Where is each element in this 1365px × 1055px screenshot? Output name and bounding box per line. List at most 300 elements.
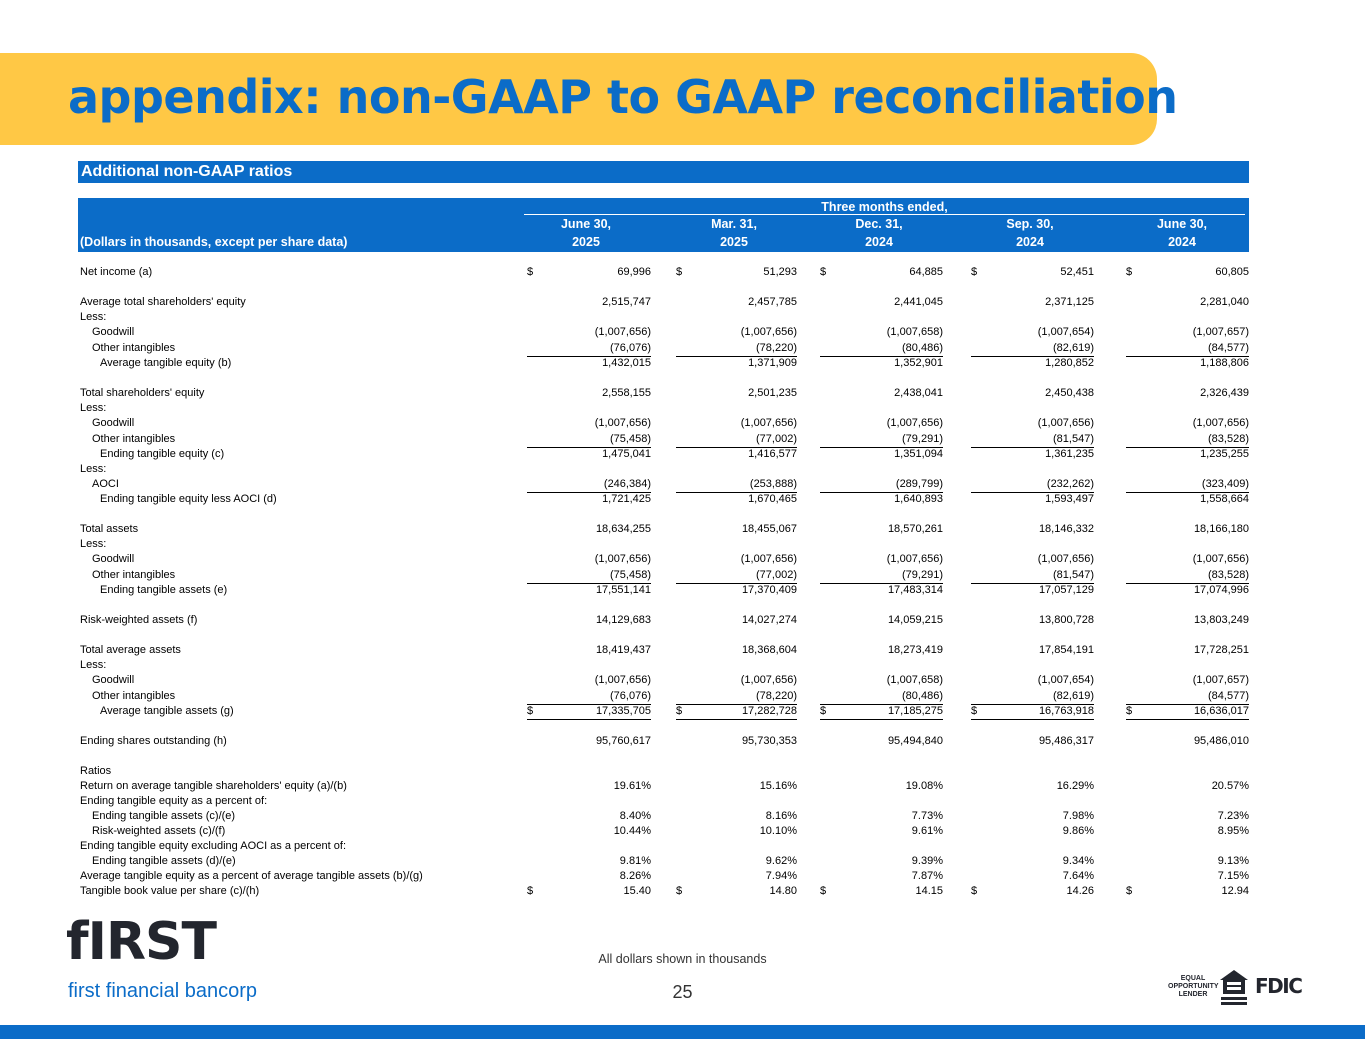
table-cell: [527, 477, 651, 493]
dollar-sign: $: [1126, 705, 1133, 717]
table-cell: [1126, 673, 1249, 688]
cell-value: 9.86%: [1062, 825, 1094, 837]
row-label: Net income (a): [80, 266, 153, 278]
table-cell: [971, 779, 1094, 794]
header-col-5-year: 2024: [1168, 235, 1196, 249]
table-cell: [527, 613, 651, 628]
cell-value: (1,007,656): [886, 417, 943, 429]
table-row: [0, 386, 1365, 401]
cell-value: (1,007,654): [1037, 674, 1094, 686]
table-row: [0, 779, 1365, 794]
cell-value: (1,007,656): [594, 417, 651, 429]
cell-value: 95,760,617: [595, 735, 651, 747]
table-cell: [527, 854, 651, 869]
table-cell: [971, 689, 1094, 705]
cell-value: 95,486,317: [1038, 735, 1094, 747]
table-cell: [820, 522, 943, 537]
cell-value: (77,002): [756, 433, 797, 445]
table-cell: [820, 884, 943, 899]
table-cell: [676, 643, 797, 658]
cell-value: 7.64%: [1062, 870, 1094, 882]
table-cell: [527, 522, 651, 537]
table-cell: [820, 583, 943, 598]
row-label: Ending tangible equity less AOCI (d): [100, 493, 277, 505]
cell-value: (1,007,656): [594, 553, 651, 565]
table-cell: [971, 643, 1094, 658]
table-cell: [1126, 734, 1249, 749]
row-label: Goodwill: [92, 674, 135, 686]
table-row: [0, 704, 1365, 719]
cell-value: 2,326,439: [1200, 387, 1249, 399]
table-cell: [820, 643, 943, 658]
table-cell: [527, 824, 651, 839]
table-cell: [1126, 824, 1249, 839]
table-cell: [971, 416, 1094, 431]
cell-value: 18,273,419: [887, 644, 943, 656]
table-cell: [676, 734, 797, 749]
table-cell: [676, 779, 797, 794]
dollar-sign: $: [820, 266, 827, 278]
dollar-sign: $: [820, 885, 827, 897]
header-divider: [524, 214, 1245, 215]
cell-value: 17,282,728: [741, 705, 797, 717]
fdic-logo: FDIC: [1255, 974, 1302, 998]
row-label: Less:: [80, 538, 107, 550]
table-cell: [527, 809, 651, 824]
table-cell: [971, 477, 1094, 493]
cell-value: (78,220): [756, 342, 797, 354]
table-cell: [1126, 325, 1249, 340]
cell-value: 9.81%: [619, 855, 651, 867]
table-cell: [527, 643, 651, 658]
cell-value: 20.57%: [1211, 780, 1249, 792]
table-row: [0, 794, 1365, 809]
table-cell: [1126, 583, 1249, 598]
cell-value: 7.23%: [1217, 810, 1249, 822]
table-cell: [676, 325, 797, 340]
cell-value: 14,027,274: [741, 614, 797, 626]
cell-value: (81,547): [1053, 569, 1094, 581]
dollar-sign: $: [527, 885, 534, 897]
cell-value: (1,007,656): [1037, 417, 1094, 429]
table-row: [0, 537, 1365, 552]
table-cell: [1126, 341, 1249, 357]
cell-value: 51,293: [763, 266, 797, 278]
table-cell: [1126, 492, 1249, 507]
table-cell: [1126, 265, 1249, 280]
header-units-label: (Dollars in thousands, except per share data): [80, 235, 348, 249]
cell-value: 13,800,728: [1038, 614, 1094, 626]
table-cell: [820, 854, 943, 869]
cell-value: 1,361,235: [1045, 448, 1094, 460]
table-cell: [676, 386, 797, 401]
cell-value: 14.26: [1066, 885, 1094, 897]
table-cell: [971, 341, 1094, 357]
dollar-sign: $: [1126, 266, 1133, 278]
table-row: [0, 839, 1365, 854]
cell-value: 1,670,465: [748, 493, 797, 505]
header-col-3-date: Dec. 31,: [855, 217, 903, 231]
table-row: [0, 265, 1365, 280]
cell-value: 18,166,180: [1193, 523, 1249, 535]
cell-value: 8.26%: [619, 870, 651, 882]
table-cell: [1126, 854, 1249, 869]
page-number: 25: [672, 982, 693, 1002]
table-row: [0, 583, 1365, 598]
table-cell: [676, 824, 797, 839]
table-cell: [527, 552, 651, 567]
cell-value: 17,551,141: [595, 584, 651, 596]
cell-value: (232,262): [1046, 478, 1094, 490]
cell-value: (78,220): [756, 690, 797, 702]
table-row: [0, 613, 1365, 628]
table-cell: [971, 447, 1094, 462]
dollar-sign: $: [1126, 885, 1133, 897]
cell-value: 12.94: [1221, 885, 1249, 897]
header-col-4-year: 2024: [1016, 235, 1044, 249]
dollar-sign: $: [676, 705, 683, 717]
cell-value: (77,002): [756, 569, 797, 581]
table-cell: [971, 734, 1094, 749]
cell-value: 95,486,010: [1193, 735, 1249, 747]
table-cell: [1126, 809, 1249, 824]
cell-value: 1,640,893: [894, 493, 943, 505]
table-row: [0, 447, 1365, 462]
cell-value: 19.61%: [613, 780, 651, 792]
table-cell: [527, 583, 651, 598]
cell-value: (84,577): [1208, 690, 1249, 702]
cell-value: 2,371,125: [1045, 296, 1094, 308]
equal-housing-lender-icon: [1219, 968, 1249, 1006]
table-cell: [676, 447, 797, 462]
table-row: [0, 854, 1365, 869]
table-cell: [527, 432, 651, 448]
section-title: Additional non-GAAP ratios: [78, 161, 1249, 183]
cell-value: 9.61%: [911, 825, 943, 837]
cell-value: 2,450,438: [1045, 387, 1094, 399]
table-cell: [676, 568, 797, 584]
row-label: Average tangible assets (g): [100, 705, 234, 717]
table-cell: [820, 613, 943, 628]
footer-note: All dollars shown in thousands: [598, 952, 767, 966]
table-row: [0, 764, 1365, 779]
table-cell: [527, 265, 651, 280]
cell-value: 9.34%: [1062, 855, 1094, 867]
cell-value: (1,007,657): [1192, 326, 1249, 338]
table-cell: [971, 704, 1094, 720]
table-cell: [527, 689, 651, 705]
cell-value: 17,057,129: [1038, 584, 1094, 596]
cell-value: (1,007,657): [1192, 674, 1249, 686]
cell-value: (80,486): [902, 342, 943, 354]
page-title: appendix: non-GAAP to GAAP reconciliation: [68, 70, 1178, 124]
table-cell: [820, 734, 943, 749]
cell-value: 10.44%: [613, 825, 651, 837]
cell-value: 18,455,067: [741, 523, 797, 535]
cell-value: 2,515,747: [602, 296, 651, 308]
table-cell: [676, 869, 797, 884]
table-row: [0, 416, 1365, 431]
table-cell: [527, 779, 651, 794]
dollar-sign: $: [820, 705, 827, 717]
cell-value: 95,730,353: [741, 735, 797, 747]
table-cell: [820, 809, 943, 824]
cell-value: 19.08%: [905, 780, 943, 792]
cell-value: 2,558,155: [602, 387, 651, 399]
table-cell: [971, 492, 1094, 507]
cell-value: (76,076): [610, 342, 651, 354]
table-cell: [527, 673, 651, 688]
cell-value: 14.80: [769, 885, 797, 897]
cell-value: 52,451: [1060, 266, 1094, 278]
table-cell: [1126, 613, 1249, 628]
cell-value: (79,291): [902, 569, 943, 581]
header-col-1-date: June 30,: [560, 217, 612, 231]
table-row: [0, 477, 1365, 492]
table-row: [0, 884, 1365, 899]
row-label: Other intangibles: [92, 690, 176, 702]
cell-value: (1,007,656): [740, 674, 797, 686]
table-cell: [1126, 477, 1249, 493]
table-cell: [676, 552, 797, 567]
cell-value: 17,074,996: [1193, 584, 1249, 596]
cell-value: 1,280,852: [1045, 357, 1094, 369]
table-row: [0, 568, 1365, 583]
cell-value: 7.98%: [1062, 810, 1094, 822]
table-cell: [820, 689, 943, 705]
cell-value: (79,291): [902, 433, 943, 445]
row-label: Other intangibles: [92, 433, 176, 445]
cell-value: 64,885: [909, 266, 943, 278]
row-label: Tangible book value per share (c)/(h): [80, 885, 260, 897]
cell-value: 7.73%: [911, 810, 943, 822]
row-label: Average tangible equity as a percent of average tangible assets (b)/(g): [80, 870, 423, 882]
row-label: Ending tangible assets (d)/(e): [92, 855, 236, 867]
table-cell: [971, 884, 1094, 899]
table-cell: [820, 568, 943, 584]
table-cell: [971, 386, 1094, 401]
table-row: [0, 492, 1365, 507]
row-label: Ratios: [80, 765, 112, 777]
table-cell: [971, 809, 1094, 824]
dollar-sign: $: [676, 266, 683, 278]
cell-value: 1,558,664: [1200, 493, 1249, 505]
table-row: [0, 462, 1365, 477]
table-cell: [971, 583, 1094, 598]
row-label: Goodwill: [92, 326, 135, 338]
row-label: Less:: [80, 463, 107, 475]
cell-value: (1,007,656): [886, 553, 943, 565]
cell-value: (83,528): [1208, 433, 1249, 445]
table-cell: [676, 809, 797, 824]
table-cell: [971, 568, 1094, 584]
table-row: [0, 401, 1365, 416]
row-label: Average total shareholders' equity: [80, 296, 246, 308]
cell-value: (82,619): [1053, 342, 1094, 354]
cell-value: (1,007,656): [740, 326, 797, 338]
cell-value: 8.40%: [619, 810, 651, 822]
cell-value: 1,593,497: [1045, 493, 1094, 505]
table-cell: [820, 552, 943, 567]
table-cell: [676, 704, 797, 720]
table-cell: [527, 869, 651, 884]
dollar-sign: $: [527, 266, 534, 278]
table-row: [0, 522, 1365, 537]
cell-value: (76,076): [610, 690, 651, 702]
header-col-4-date: Sep. 30,: [1006, 217, 1054, 231]
row-label: Total average assets: [80, 644, 181, 656]
table-cell: [527, 492, 651, 507]
cell-value: 1,475,041: [602, 448, 651, 460]
cell-value: 2,281,040: [1200, 296, 1249, 308]
cell-value: 15.40: [623, 885, 651, 897]
table-cell: [820, 416, 943, 431]
table-cell: [820, 477, 943, 493]
bottom-bar: [0, 1025, 1365, 1039]
cell-value: 14,059,215: [887, 614, 943, 626]
table-cell: [971, 824, 1094, 839]
cell-value: 16.29%: [1056, 780, 1094, 792]
row-label: Total assets: [80, 523, 139, 535]
table-row: [0, 432, 1365, 447]
table-cell: [676, 265, 797, 280]
table-cell: [820, 295, 943, 310]
table-cell: [527, 416, 651, 431]
header-col-5-date: June 30,: [1156, 217, 1208, 231]
cell-value: 9.13%: [1217, 855, 1249, 867]
row-label: Ending shares outstanding (h): [80, 735, 227, 747]
cell-value: (1,007,656): [1192, 417, 1249, 429]
table-cell: [971, 854, 1094, 869]
cell-value: 7.15%: [1217, 870, 1249, 882]
cell-value: 1,351,094: [894, 448, 943, 460]
cell-value: 9.39%: [911, 855, 943, 867]
row-label: Other intangibles: [92, 342, 176, 354]
cell-value: 95,494,840: [887, 735, 943, 747]
table-cell: [1126, 552, 1249, 567]
logo-wordmark: fIRST: [66, 912, 216, 972]
row-label: Ending tangible equity excluding AOCI as a percent of:: [80, 840, 347, 852]
table-cell: [971, 869, 1094, 884]
row-label: Ending tangible assets (c)/(e): [92, 810, 236, 822]
header-col-1-year: 2025: [572, 235, 600, 249]
header-col-2-date: Mar. 31,: [711, 217, 757, 231]
table-cell: [676, 884, 797, 899]
table-row: [0, 734, 1365, 749]
cell-value: (75,458): [610, 433, 651, 445]
cell-value: 69,996: [617, 266, 651, 278]
cell-value: (1,007,656): [594, 674, 651, 686]
table-cell: [676, 583, 797, 598]
table-cell: [971, 522, 1094, 537]
cell-value: (1,007,656): [594, 326, 651, 338]
table-cell: [527, 568, 651, 584]
cell-value: 8.16%: [765, 810, 797, 822]
table-row: [0, 689, 1365, 704]
table-cell: [527, 325, 651, 340]
cell-value: (246,384): [603, 478, 651, 490]
table-row: [0, 809, 1365, 824]
cell-value: 18,146,332: [1038, 523, 1094, 535]
table-cell: [971, 356, 1094, 371]
table-cell: [971, 325, 1094, 340]
table-cell: [527, 295, 651, 310]
table-cell: [527, 447, 651, 462]
table-cell: [527, 884, 651, 899]
table-cell: [676, 477, 797, 493]
table-cell: [527, 341, 651, 357]
table-row: [0, 341, 1365, 356]
header-col-3-year: 2024: [865, 235, 893, 249]
cell-value: 14.15: [915, 885, 943, 897]
row-label: Ending tangible equity (c): [100, 448, 225, 460]
cell-value: (75,458): [610, 569, 651, 581]
table-row: [0, 673, 1365, 688]
table-cell: [820, 869, 943, 884]
table-cell: [1126, 522, 1249, 537]
cell-value: (289,799): [895, 478, 943, 490]
cell-value: (81,547): [1053, 433, 1094, 445]
cell-value: 1,416,577: [748, 448, 797, 460]
table-row: [0, 658, 1365, 673]
cell-value: 2,438,041: [894, 387, 943, 399]
cell-value: 16,636,017: [1193, 705, 1249, 717]
table-cell: [820, 673, 943, 688]
dollar-sign: $: [971, 266, 978, 278]
table-header: [78, 198, 1249, 252]
cell-value: 18,419,437: [595, 644, 651, 656]
table-cell: [676, 613, 797, 628]
table-cell: [971, 432, 1094, 448]
cell-value: 7.87%: [911, 870, 943, 882]
row-label: Ending tangible equity as a percent of:: [80, 795, 268, 807]
table-cell: [1126, 779, 1249, 794]
cell-value: 15.16%: [759, 780, 797, 792]
cell-value: 17,370,409: [741, 584, 797, 596]
cell-value: 2,441,045: [894, 296, 943, 308]
cell-value: (83,528): [1208, 569, 1249, 581]
row-label: Less:: [80, 402, 107, 414]
table-cell: [676, 295, 797, 310]
row-label: Return on average tangible shareholders' equity (a)/(b): [80, 780, 347, 792]
cell-value: 10.10%: [759, 825, 797, 837]
cell-value: (1,007,654): [1037, 326, 1094, 338]
cell-value: 17,483,314: [887, 584, 943, 596]
table-row: [0, 356, 1365, 371]
cell-value: (323,409): [1201, 478, 1249, 490]
table-row: [0, 552, 1365, 567]
table-row: [0, 869, 1365, 884]
table-cell: [820, 824, 943, 839]
table-cell: [1126, 432, 1249, 448]
cell-value: 17,728,251: [1193, 644, 1249, 656]
header-col-2-year: 2025: [720, 235, 748, 249]
table-cell: [676, 492, 797, 507]
cell-value: 1,371,909: [748, 357, 797, 369]
table-cell: [1126, 704, 1249, 720]
cell-value: 1,432,015: [602, 357, 651, 369]
cell-value: (1,007,658): [886, 674, 943, 686]
cell-value: 9.62%: [765, 855, 797, 867]
table-cell: [971, 613, 1094, 628]
table-cell: [527, 386, 651, 401]
table-cell: [1126, 295, 1249, 310]
row-label: Risk-weighted assets (f): [80, 614, 198, 626]
cell-value: 1,188,806: [1200, 357, 1249, 369]
table-cell: [527, 734, 651, 749]
cell-value: (253,888): [749, 478, 797, 490]
table-row: [0, 325, 1365, 340]
